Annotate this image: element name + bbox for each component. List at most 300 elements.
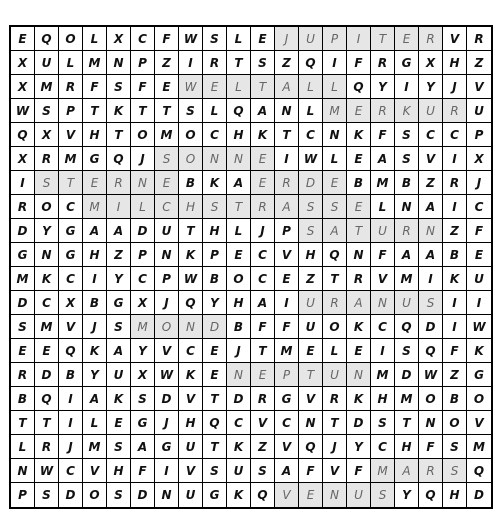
- grid-cell[interactable]: N: [203, 147, 227, 171]
- grid-cell[interactable]: M: [35, 315, 59, 339]
- grid-cell[interactable]: C: [275, 411, 299, 435]
- grid-cell[interactable]: T: [395, 411, 419, 435]
- grid-cell[interactable]: C: [59, 459, 83, 483]
- grid-cell[interactable]: H: [179, 195, 203, 219]
- grid-cell[interactable]: K: [179, 363, 203, 387]
- grid-cell[interactable]: A: [323, 219, 347, 243]
- grid-cell[interactable]: E: [347, 99, 371, 123]
- grid-cell[interactable]: R: [35, 147, 59, 171]
- grid-cell[interactable]: V: [275, 243, 299, 267]
- grid-cell[interactable]: I: [275, 291, 299, 315]
- grid-cell[interactable]: D: [419, 315, 443, 339]
- grid-cell[interactable]: C: [299, 123, 323, 147]
- grid-cell[interactable]: K: [395, 99, 419, 123]
- grid-cell[interactable]: G: [203, 483, 227, 507]
- grid-cell[interactable]: P: [131, 51, 155, 75]
- grid-cell[interactable]: H: [299, 243, 323, 267]
- grid-cell[interactable]: M: [83, 435, 107, 459]
- grid-cell[interactable]: R: [443, 99, 467, 123]
- grid-cell[interactable]: M: [371, 459, 395, 483]
- grid-cell[interactable]: S: [371, 411, 395, 435]
- grid-cell[interactable]: C: [227, 411, 251, 435]
- grid-cell[interactable]: N: [131, 171, 155, 195]
- grid-cell[interactable]: E: [11, 27, 35, 51]
- grid-cell[interactable]: D: [299, 171, 323, 195]
- grid-cell[interactable]: T: [299, 363, 323, 387]
- grid-cell[interactable]: E: [251, 147, 275, 171]
- grid-cell[interactable]: X: [11, 51, 35, 75]
- grid-cell[interactable]: J: [59, 435, 83, 459]
- grid-cell[interactable]: R: [203, 51, 227, 75]
- grid-cell[interactable]: J: [131, 147, 155, 171]
- grid-cell[interactable]: S: [251, 459, 275, 483]
- grid-cell[interactable]: L: [131, 195, 155, 219]
- grid-cell[interactable]: R: [323, 387, 347, 411]
- grid-cell[interactable]: T: [371, 27, 395, 51]
- grid-cell[interactable]: T: [83, 99, 107, 123]
- grid-cell[interactable]: M: [35, 75, 59, 99]
- grid-cell[interactable]: U: [419, 99, 443, 123]
- grid-cell[interactable]: S: [299, 195, 323, 219]
- grid-cell[interactable]: Z: [107, 243, 131, 267]
- grid-cell[interactable]: S: [107, 75, 131, 99]
- grid-cell[interactable]: S: [203, 195, 227, 219]
- grid-cell[interactable]: X: [131, 291, 155, 315]
- grid-cell[interactable]: F: [251, 315, 275, 339]
- grid-cell[interactable]: F: [155, 27, 179, 51]
- grid-cell[interactable]: S: [395, 147, 419, 171]
- grid-cell[interactable]: C: [59, 195, 83, 219]
- grid-cell[interactable]: O: [35, 195, 59, 219]
- grid-cell[interactable]: N: [395, 195, 419, 219]
- grid-cell[interactable]: L: [299, 99, 323, 123]
- grid-cell[interactable]: I: [59, 411, 83, 435]
- grid-cell[interactable]: F: [347, 51, 371, 75]
- grid-cell[interactable]: R: [371, 99, 395, 123]
- grid-cell[interactable]: K: [347, 387, 371, 411]
- grid-cell[interactable]: I: [11, 171, 35, 195]
- grid-cell[interactable]: C: [179, 339, 203, 363]
- grid-cell[interactable]: E: [347, 339, 371, 363]
- grid-cell[interactable]: N: [347, 243, 371, 267]
- grid-cell[interactable]: Q: [203, 411, 227, 435]
- grid-cell[interactable]: U: [179, 435, 203, 459]
- grid-cell[interactable]: H: [227, 123, 251, 147]
- grid-cell[interactable]: S: [203, 27, 227, 51]
- grid-cell[interactable]: V: [179, 387, 203, 411]
- grid-cell[interactable]: T: [227, 195, 251, 219]
- grid-cell[interactable]: S: [371, 483, 395, 507]
- grid-cell[interactable]: R: [59, 75, 83, 99]
- grid-cell[interactable]: E: [251, 27, 275, 51]
- grid-cell[interactable]: T: [131, 99, 155, 123]
- grid-cell[interactable]: R: [347, 267, 371, 291]
- grid-cell[interactable]: K: [227, 483, 251, 507]
- grid-cell[interactable]: K: [467, 339, 491, 363]
- grid-cell[interactable]: X: [11, 147, 35, 171]
- grid-cell[interactable]: N: [227, 363, 251, 387]
- grid-cell[interactable]: R: [323, 291, 347, 315]
- grid-cell[interactable]: V: [59, 123, 83, 147]
- grid-cell[interactable]: T: [251, 75, 275, 99]
- grid-cell[interactable]: L: [323, 75, 347, 99]
- grid-cell[interactable]: G: [107, 291, 131, 315]
- grid-cell[interactable]: Q: [323, 243, 347, 267]
- grid-cell[interactable]: C: [131, 267, 155, 291]
- grid-cell[interactable]: E: [347, 195, 371, 219]
- grid-cell[interactable]: W: [299, 147, 323, 171]
- grid-cell[interactable]: Q: [299, 51, 323, 75]
- grid-cell[interactable]: H: [83, 123, 107, 147]
- grid-cell[interactable]: A: [275, 75, 299, 99]
- grid-cell[interactable]: I: [155, 459, 179, 483]
- grid-cell[interactable]: T: [203, 387, 227, 411]
- grid-cell[interactable]: Y: [419, 75, 443, 99]
- grid-cell[interactable]: I: [83, 267, 107, 291]
- grid-cell[interactable]: J: [275, 27, 299, 51]
- grid-cell[interactable]: F: [131, 459, 155, 483]
- grid-cell[interactable]: E: [203, 363, 227, 387]
- grid-cell[interactable]: H: [371, 387, 395, 411]
- grid-cell[interactable]: I: [443, 291, 467, 315]
- grid-cell[interactable]: S: [179, 99, 203, 123]
- grid-cell[interactable]: E: [203, 339, 227, 363]
- grid-cell[interactable]: M: [155, 123, 179, 147]
- grid-cell[interactable]: V: [299, 387, 323, 411]
- grid-cell[interactable]: B: [179, 171, 203, 195]
- grid-cell[interactable]: B: [83, 291, 107, 315]
- grid-cell[interactable]: D: [59, 483, 83, 507]
- grid-cell[interactable]: H: [443, 51, 467, 75]
- grid-cell[interactable]: V: [419, 147, 443, 171]
- grid-cell[interactable]: J: [443, 75, 467, 99]
- grid-cell[interactable]: K: [83, 339, 107, 363]
- grid-cell[interactable]: T: [179, 219, 203, 243]
- grid-cell[interactable]: T: [203, 435, 227, 459]
- grid-cell[interactable]: I: [395, 75, 419, 99]
- grid-cell[interactable]: V: [467, 75, 491, 99]
- grid-cell[interactable]: B: [227, 315, 251, 339]
- grid-cell[interactable]: O: [179, 147, 203, 171]
- grid-cell[interactable]: T: [35, 411, 59, 435]
- grid-cell[interactable]: C: [59, 267, 83, 291]
- grid-cell[interactable]: V: [371, 267, 395, 291]
- grid-cell[interactable]: N: [107, 51, 131, 75]
- grid-cell[interactable]: I: [107, 195, 131, 219]
- grid-cell[interactable]: T: [323, 411, 347, 435]
- grid-cell[interactable]: N: [155, 483, 179, 507]
- grid-cell[interactable]: Q: [347, 75, 371, 99]
- grid-cell[interactable]: A: [131, 435, 155, 459]
- grid-cell[interactable]: G: [59, 219, 83, 243]
- grid-cell[interactable]: Z: [419, 171, 443, 195]
- grid-cell[interactable]: S: [251, 51, 275, 75]
- grid-cell[interactable]: R: [35, 435, 59, 459]
- grid-cell[interactable]: C: [251, 267, 275, 291]
- grid-cell[interactable]: J: [155, 291, 179, 315]
- grid-cell[interactable]: D: [11, 291, 35, 315]
- grid-cell[interactable]: S: [395, 339, 419, 363]
- grid-cell[interactable]: X: [107, 27, 131, 51]
- grid-cell[interactable]: E: [251, 171, 275, 195]
- grid-cell[interactable]: T: [155, 99, 179, 123]
- grid-cell[interactable]: T: [11, 411, 35, 435]
- grid-cell[interactable]: V: [251, 411, 275, 435]
- grid-cell[interactable]: T: [59, 171, 83, 195]
- grid-cell[interactable]: L: [299, 75, 323, 99]
- grid-cell[interactable]: Z: [251, 435, 275, 459]
- grid-cell[interactable]: U: [179, 483, 203, 507]
- grid-cell[interactable]: G: [155, 435, 179, 459]
- grid-cell[interactable]: U: [299, 315, 323, 339]
- grid-cell[interactable]: K: [35, 267, 59, 291]
- grid-cell[interactable]: Q: [395, 315, 419, 339]
- grid-cell[interactable]: Q: [419, 483, 443, 507]
- grid-cell[interactable]: N: [299, 411, 323, 435]
- grid-cell[interactable]: D: [131, 483, 155, 507]
- grid-cell[interactable]: R: [107, 171, 131, 195]
- grid-cell[interactable]: J: [227, 339, 251, 363]
- grid-cell[interactable]: D: [11, 219, 35, 243]
- grid-cell[interactable]: N: [35, 243, 59, 267]
- grid-cell[interactable]: C: [251, 243, 275, 267]
- grid-cell[interactable]: J: [467, 171, 491, 195]
- grid-cell[interactable]: Q: [11, 123, 35, 147]
- grid-cell[interactable]: M: [371, 363, 395, 387]
- grid-cell[interactable]: Z: [155, 51, 179, 75]
- grid-cell[interactable]: O: [131, 123, 155, 147]
- grid-cell[interactable]: Y: [347, 435, 371, 459]
- grid-cell[interactable]: P: [275, 363, 299, 387]
- grid-cell[interactable]: L: [203, 99, 227, 123]
- grid-cell[interactable]: L: [11, 435, 35, 459]
- grid-cell[interactable]: Q: [107, 147, 131, 171]
- grid-cell[interactable]: S: [419, 291, 443, 315]
- grid-cell[interactable]: W: [35, 459, 59, 483]
- grid-cell[interactable]: I: [347, 27, 371, 51]
- grid-cell[interactable]: I: [179, 51, 203, 75]
- grid-cell[interactable]: V: [467, 411, 491, 435]
- grid-cell[interactable]: S: [107, 315, 131, 339]
- grid-cell[interactable]: F: [371, 243, 395, 267]
- grid-cell[interactable]: C: [419, 123, 443, 147]
- grid-cell[interactable]: U: [323, 363, 347, 387]
- grid-cell[interactable]: C: [371, 315, 395, 339]
- grid-cell[interactable]: D: [395, 363, 419, 387]
- grid-cell[interactable]: H: [179, 411, 203, 435]
- grid-cell[interactable]: X: [467, 147, 491, 171]
- grid-cell[interactable]: Q: [419, 339, 443, 363]
- grid-cell[interactable]: R: [251, 195, 275, 219]
- grid-cell[interactable]: R: [467, 27, 491, 51]
- grid-cell[interactable]: R: [11, 195, 35, 219]
- grid-cell[interactable]: B: [395, 171, 419, 195]
- grid-cell[interactable]: S: [443, 435, 467, 459]
- grid-cell[interactable]: U: [347, 483, 371, 507]
- grid-cell[interactable]: B: [11, 387, 35, 411]
- grid-cell[interactable]: O: [419, 387, 443, 411]
- grid-cell[interactable]: J: [83, 315, 107, 339]
- grid-cell[interactable]: E: [347, 147, 371, 171]
- grid-cell[interactable]: J: [155, 411, 179, 435]
- grid-cell[interactable]: X: [59, 291, 83, 315]
- grid-cell[interactable]: T: [251, 339, 275, 363]
- grid-cell[interactable]: N: [275, 99, 299, 123]
- grid-cell[interactable]: Z: [443, 219, 467, 243]
- grid-cell[interactable]: U: [467, 99, 491, 123]
- grid-cell[interactable]: E: [323, 171, 347, 195]
- grid-cell[interactable]: H: [107, 459, 131, 483]
- grid-cell[interactable]: J: [251, 219, 275, 243]
- grid-cell[interactable]: W: [467, 315, 491, 339]
- grid-cell[interactable]: S: [107, 483, 131, 507]
- grid-cell[interactable]: F: [347, 459, 371, 483]
- grid-cell[interactable]: Z: [443, 363, 467, 387]
- grid-cell[interactable]: E: [155, 75, 179, 99]
- grid-cell[interactable]: S: [35, 171, 59, 195]
- grid-cell[interactable]: O: [59, 27, 83, 51]
- grid-cell[interactable]: N: [11, 459, 35, 483]
- grid-cell[interactable]: N: [227, 147, 251, 171]
- grid-cell[interactable]: U: [227, 459, 251, 483]
- grid-cell[interactable]: K: [203, 171, 227, 195]
- grid-cell[interactable]: M: [83, 195, 107, 219]
- grid-cell[interactable]: Z: [275, 51, 299, 75]
- grid-cell[interactable]: S: [35, 483, 59, 507]
- grid-cell[interactable]: I: [443, 195, 467, 219]
- grid-cell[interactable]: M: [11, 267, 35, 291]
- grid-cell[interactable]: S: [323, 195, 347, 219]
- grid-cell[interactable]: X: [11, 75, 35, 99]
- grid-cell[interactable]: U: [299, 27, 323, 51]
- grid-cell[interactable]: T: [323, 267, 347, 291]
- grid-cell[interactable]: A: [83, 219, 107, 243]
- grid-cell[interactable]: S: [131, 387, 155, 411]
- grid-cell[interactable]: R: [275, 171, 299, 195]
- grid-cell[interactable]: U: [299, 291, 323, 315]
- grid-cell[interactable]: A: [419, 195, 443, 219]
- grid-cell[interactable]: N: [155, 243, 179, 267]
- grid-cell[interactable]: E: [83, 171, 107, 195]
- grid-cell[interactable]: S: [107, 435, 131, 459]
- grid-cell[interactable]: Q: [227, 99, 251, 123]
- grid-cell[interactable]: K: [107, 387, 131, 411]
- grid-cell[interactable]: G: [83, 147, 107, 171]
- grid-cell[interactable]: C: [371, 435, 395, 459]
- grid-cell[interactable]: C: [467, 195, 491, 219]
- grid-cell[interactable]: A: [251, 291, 275, 315]
- grid-cell[interactable]: A: [83, 387, 107, 411]
- grid-cell[interactable]: I: [371, 339, 395, 363]
- grid-cell[interactable]: L: [227, 219, 251, 243]
- grid-cell[interactable]: S: [299, 219, 323, 243]
- grid-cell[interactable]: Z: [299, 267, 323, 291]
- grid-cell[interactable]: E: [299, 483, 323, 507]
- grid-cell[interactable]: N: [419, 219, 443, 243]
- grid-cell[interactable]: R: [371, 51, 395, 75]
- grid-cell[interactable]: S: [155, 147, 179, 171]
- grid-cell[interactable]: W: [11, 99, 35, 123]
- grid-cell[interactable]: Y: [35, 219, 59, 243]
- grid-cell[interactable]: K: [107, 99, 131, 123]
- grid-cell[interactable]: Y: [203, 291, 227, 315]
- grid-cell[interactable]: W: [419, 363, 443, 387]
- grid-cell[interactable]: R: [419, 27, 443, 51]
- grid-cell[interactable]: A: [395, 459, 419, 483]
- grid-cell[interactable]: K: [227, 435, 251, 459]
- grid-cell[interactable]: U: [467, 267, 491, 291]
- grid-cell[interactable]: W: [155, 363, 179, 387]
- grid-cell[interactable]: U: [395, 291, 419, 315]
- grid-cell[interactable]: P: [131, 243, 155, 267]
- grid-cell[interactable]: M: [83, 51, 107, 75]
- grid-cell[interactable]: R: [443, 171, 467, 195]
- grid-cell[interactable]: P: [203, 243, 227, 267]
- grid-cell[interactable]: E: [11, 339, 35, 363]
- grid-cell[interactable]: W: [179, 75, 203, 99]
- grid-cell[interactable]: A: [395, 243, 419, 267]
- grid-cell[interactable]: Y: [395, 483, 419, 507]
- grid-cell[interactable]: N: [347, 363, 371, 387]
- grid-cell[interactable]: D: [203, 315, 227, 339]
- grid-cell[interactable]: S: [35, 99, 59, 123]
- grid-cell[interactable]: K: [443, 267, 467, 291]
- grid-cell[interactable]: S: [203, 459, 227, 483]
- grid-cell[interactable]: O: [443, 411, 467, 435]
- grid-cell[interactable]: D: [131, 219, 155, 243]
- grid-cell[interactable]: Q: [35, 387, 59, 411]
- grid-cell[interactable]: U: [107, 363, 131, 387]
- grid-cell[interactable]: D: [347, 411, 371, 435]
- grid-cell[interactable]: H: [83, 243, 107, 267]
- grid-cell[interactable]: E: [467, 243, 491, 267]
- grid-cell[interactable]: F: [275, 315, 299, 339]
- grid-cell[interactable]: V: [59, 315, 83, 339]
- grid-cell[interactable]: E: [227, 243, 251, 267]
- grid-cell[interactable]: K: [347, 123, 371, 147]
- grid-cell[interactable]: G: [467, 363, 491, 387]
- grid-cell[interactable]: V: [83, 459, 107, 483]
- grid-cell[interactable]: M: [395, 387, 419, 411]
- grid-cell[interactable]: P: [323, 27, 347, 51]
- grid-cell[interactable]: T: [275, 123, 299, 147]
- grid-cell[interactable]: Y: [131, 339, 155, 363]
- grid-cell[interactable]: A: [275, 195, 299, 219]
- grid-cell[interactable]: A: [107, 219, 131, 243]
- grid-cell[interactable]: F: [443, 339, 467, 363]
- grid-cell[interactable]: U: [35, 51, 59, 75]
- grid-cell[interactable]: K: [251, 123, 275, 147]
- grid-cell[interactable]: O: [467, 387, 491, 411]
- grid-cell[interactable]: L: [83, 27, 107, 51]
- grid-cell[interactable]: D: [474, 488, 484, 502]
- grid-cell[interactable]: N: [371, 291, 395, 315]
- grid-cell[interactable]: E: [395, 27, 419, 51]
- grid-cell[interactable]: N: [179, 315, 203, 339]
- grid-cell[interactable]: I: [419, 267, 443, 291]
- grid-cell[interactable]: H: [395, 435, 419, 459]
- grid-cell[interactable]: F: [419, 435, 443, 459]
- grid-cell[interactable]: C: [131, 27, 155, 51]
- grid-cell[interactable]: P: [467, 123, 491, 147]
- grid-cell[interactable]: T: [227, 51, 251, 75]
- grid-cell[interactable]: P: [59, 99, 83, 123]
- grid-cell[interactable]: M: [131, 315, 155, 339]
- grid-cell[interactable]: M: [371, 171, 395, 195]
- grid-cell[interactable]: Z: [467, 51, 491, 75]
- grid-cell[interactable]: V: [323, 459, 347, 483]
- grid-cell[interactable]: N: [419, 411, 443, 435]
